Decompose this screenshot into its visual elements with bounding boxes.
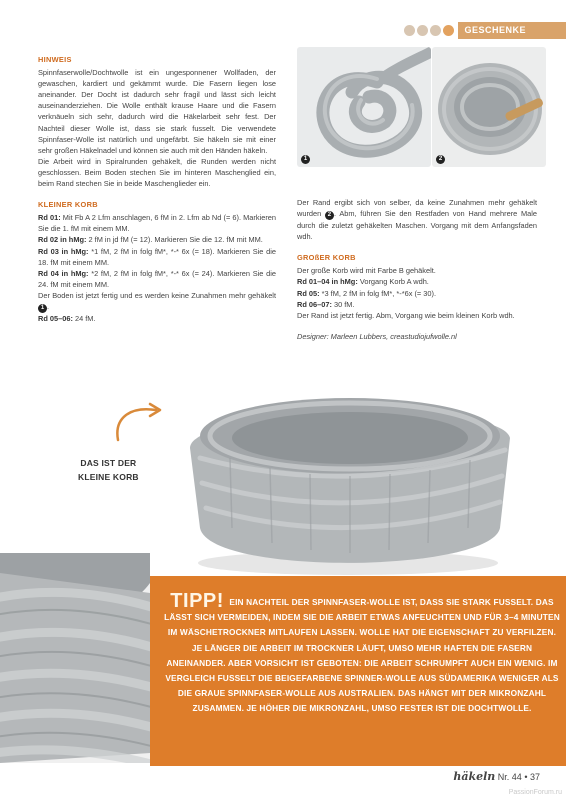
right-column [297,197,537,342]
nav-dot [417,25,428,36]
section-dots [404,25,454,36]
row-label: Rd 01: [38,213,61,223]
row-label: Rd 05–06: [38,313,73,323]
wool-closeup-photo [0,553,150,763]
hint-body-2: Die Arbeit wird in Spiralrunden gehäkelt, die Runden werden nicht geschlossen. Beim Boden stechen Sie im hinteren Maschenglied ein, beim Rand stechen Sie in beide Maschenglieder ein. [38,156,276,189]
step-ref-badge: 1 [38,304,47,313]
page-footer [453,770,540,783]
row-label: Rd 01–04 in hMg: [297,277,358,287]
edge-text: Der Rand ergibt sich von selber, da keine Zunahmen mehr gehäkelt wurden [297,198,537,219]
caption-line: KLEINE KORB [78,472,139,482]
step-ref-badge: 2 [325,211,334,220]
pattern-note [38,290,276,313]
step-badge-1: 1 [301,155,310,164]
step-badge-2: 2 [436,155,445,164]
edge-text-end: . Abm, führen Sie den Restfaden von Hand mehrere Male durch die zuletzt gehäkelten Maschen. Vorgang mit dem Anfangsfaden wdh. [297,209,537,242]
row-text: 30 fM. [331,299,355,309]
section-header [404,22,566,39]
nav-dot [404,25,415,36]
pattern-row [38,212,276,234]
tip-body: EIN NACHTEIL DER SPINNFASER-WOLLE IST, DASS SIE STARK FUSSELT. DAS LÄSST SICH VERMEIDEN, INDEM SIE DIE ARBEIT ETWAS ANFEUCHTEN UND FÜR 3–4 MINUTEN IM WÄSCHETROCKNER MITLAUFEN LASSEN. WOLLE HAT DIE EIGENSCHAFT ZU VERFILZEN. JE LÄNGER DIE ARBEIT IM TROCKNER LÄUFT, UMSO MEHR HAFTEN DIE FASERN ANEINANDER. ABER VORSICHT IST GEBOTEN: DIE ARBEIT SCHRUMPFT AUCH EIN WENIG. IM VERGLEICH FUSSELT DIE BEIGEFARBENE SPINNER-WOLLE AUS SÜDAMERIKA WENIGER ALS DIE GRAUE SPINNFASER-WOLLE AUS AUSTRALIEN. DAS HÄNGT MIT DER MIKRONZAHL ZUSAMMEN. JE HÖHER DIE MIKRONZAHL, UMSO FESTER IST DIE DOCHTWOLLE. [164,597,560,714]
magazine-name: häkeln [453,770,496,783]
pattern-row [297,299,537,310]
pattern-row [297,276,537,287]
small-basket-heading: KLEINER KORB [38,200,98,210]
watermark: PassionForum.ru [508,789,562,796]
pattern-row [38,234,276,245]
section-tag: GESCHENKE [458,22,566,39]
designer-credit: Designer: Marleen Lubbers, creastudiojufwolle.nl [297,331,457,341]
note-text: Der Boden ist jetzt fertig und es werden keine Zunahmen mehr gehäkelt [38,290,276,300]
step-photo-2 [432,47,546,167]
hint-body: Spinnfaserwolle/Dochtwolle ist ein ungesponnener Wollfaden, der gewaschen, kardiert und gekämmt wurde. Die Fasern liegen lose aneinander. Der Docht ist dadurch sehr fragil und lässt sich leicht auseinanderziehen. Die Wolle enthält krause Haare und die Fasern verknäueln sich sehr, dadurch wird die Häkelarbeit sehr fest. Der Nachteil dieser Wolle ist, dass sie stark fusselt. Die verwendete Spinnfaser-Wolle ist natürlich und ungefärbt. Sie häkeln sie mit einer sehr großen Häkelnadel und können sie auch mit den Händen häkeln. [38,68,276,155]
wool-basket-image [432,47,546,167]
wool-spiral-image [297,47,431,167]
row-text: 24 fM. [72,313,96,323]
page-number: 37 [529,772,540,782]
pattern-row [38,313,276,324]
step-photo-1 [297,47,431,167]
curved-arrow-icon [110,398,170,448]
photo-caption [78,456,139,484]
row-label: Rd 04 in hMg: [38,268,89,278]
large-basket-intro: Der große Korb wird mit Farbe B gehäkelt. [297,266,436,276]
edge-paragraph [297,197,537,242]
pattern-row [297,288,537,299]
nav-dot [430,25,441,36]
row-label: Rd 02 in hMg: [38,235,87,245]
finish-text: Der Rand ist jetzt fertig. Abm, Vorgang wie beim kleinen Korb wdh. [297,310,515,320]
left-column [38,54,276,324]
tip-box [150,576,566,766]
row-text: Vorgang Korb A wdh. [357,277,429,287]
row-text: *3 fM, 2 fM in folg fM*, *-*6x (= 30). [319,288,437,298]
row-text: 2 fM in jd fM (= 12). Markieren Sie die 12. fM mit MM. [86,235,263,245]
pattern-row [38,246,276,268]
row-label: Rd 03 in hMg: [38,246,89,256]
row-label: Rd 06–07: [297,299,332,309]
footer-bullet: • [524,772,528,782]
nav-dot-active [443,25,454,36]
issue-number: Nr. 44 [497,772,522,782]
hint-heading: HINWEIS [38,55,72,64]
row-label: Rd 05: [297,288,320,298]
tip-heading: TIPP! [170,590,224,612]
row-text: Mit Fb A 2 Lfm anschlagen, 6 fM in 2. Lfm ab Nd (= 6). Markieren Sie die 1. fM mit einem MM. [38,213,277,234]
caption-line: DAS IST DER [80,458,137,468]
tip-text-block [164,590,560,717]
wool-closeup-image [0,553,150,763]
pattern-row [38,268,276,290]
row-text: *2 fM, 2 fM in folg fM*, *-* 6x (= 24). Markieren Sie die 24. fM mit einem MM. [38,268,276,289]
note-end: . [47,301,50,311]
row-text: *1 fM, 2 fM in folg fM*, *-* 6x (= 18). Markieren Sie die 18. fM mit einem MM. [38,246,276,267]
large-basket-heading: GROßER KORB [297,253,356,263]
small-basket-photo [170,378,522,578]
